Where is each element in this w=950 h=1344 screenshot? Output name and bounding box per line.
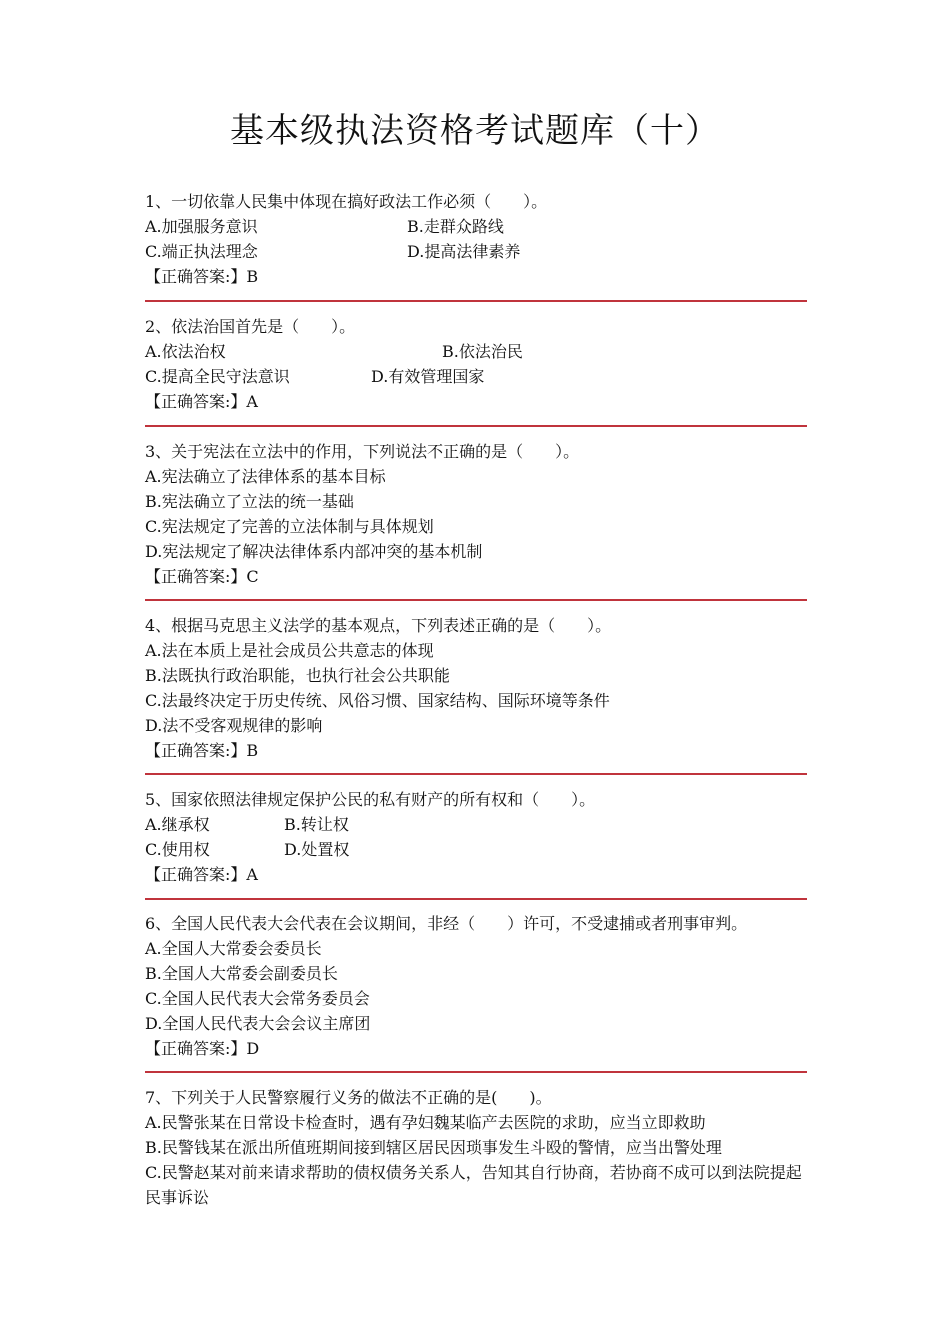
option-row: [145, 837, 815, 862]
option-b: B.依法治民: [442, 342, 523, 361]
correct-answer: 【正确答案:】A: [145, 865, 258, 884]
correct-answer: 【正确答案:】B: [145, 741, 259, 760]
divider: [145, 599, 807, 601]
option-row: [145, 214, 815, 239]
question-7: [145, 1085, 810, 1210]
option-d: D.法不受客观规律的影响: [145, 716, 323, 735]
correct-answer: 【正确答案:】C: [145, 567, 259, 586]
question-4: [145, 613, 815, 763]
option-a: A.宪法确立了法律体系的基本目标: [145, 467, 386, 486]
correct-answer: 【正确答案:】D: [145, 1039, 260, 1058]
divider: [145, 425, 807, 427]
option-c: C.提高全民守法意识: [145, 367, 290, 386]
option-b: B.法既执行政治职能，也执行社会公共职能: [145, 666, 450, 685]
option-c: C.法最终决定于历史传统、风俗习惯、国家结构、国际环境等条件: [145, 691, 610, 710]
option-c: C.端正执法理念: [145, 242, 258, 261]
option-c: C.宪法规定了完善的立法体制与具体规划: [145, 517, 434, 536]
option-b: B.走群众路线: [407, 217, 504, 236]
option-c: C.民警赵某对前来请求帮助的债权债务关系人，告知其自行协商，若协商不成可以到法院提起民事诉讼: [145, 1163, 802, 1207]
option-b: B.全国人大常委会副委员长: [145, 964, 338, 983]
question-stem: 6、全国人民代表大会代表在会议期间，非经（ ）许可，不受逮捕或者刑事审判。: [145, 914, 748, 933]
option-d: D.有效管理国家: [371, 367, 485, 386]
question-3: [145, 439, 815, 589]
option-a: A.依法治权: [145, 342, 226, 361]
question-stem: 4、根据马克思主义法学的基本观点，下列表述正确的是（ ）。: [145, 616, 612, 635]
option-d: D.宪法规定了解决法律体系内部冲突的基本机制: [145, 542, 483, 561]
option-b: B.转让权: [284, 815, 349, 834]
option-c: C.使用权: [145, 840, 210, 859]
correct-answer: 【正确答案:】A: [145, 392, 258, 411]
question-1: [145, 189, 815, 289]
option-d: D.全国人民代表大会会议主席团: [145, 1014, 371, 1033]
page-title: 基本级执法资格考试题库（十）: [230, 111, 720, 151]
divider: [145, 898, 807, 900]
question-stem: 5、国家依照法律规定保护公民的私有财产的所有权和（ ）。: [145, 790, 596, 809]
option-a: A.法在本质上是社会成员公共意志的体现: [145, 641, 434, 660]
question-stem: 7、下列关于人民警察履行义务的做法不正确的是( )。: [145, 1088, 552, 1107]
option-row: [145, 339, 815, 364]
option-a: A.民警张某在日常设卡检查时，遇有孕妇魏某临产去医院的求助，应当立即救助: [145, 1113, 706, 1132]
question-stem: 1、一切依靠人民集中体现在搞好政法工作必须（ ）。: [145, 192, 548, 211]
option-row: [145, 364, 815, 389]
divider: [145, 1071, 807, 1073]
question-5: [145, 787, 815, 887]
question-6: [145, 911, 815, 1061]
option-b: B.宪法确立了立法的统一基础: [145, 492, 354, 511]
option-b: B.民警钱某在派出所值班期间接到辖区居民因琐事发生斗殴的警情，应当出警处理: [145, 1138, 722, 1157]
option-a: A.全国人大常委会委员长: [145, 939, 322, 958]
question-2: [145, 314, 815, 414]
option-d: D.提高法律素养: [407, 242, 521, 261]
question-stem: 2、依法治国首先是（ ）。: [145, 317, 356, 336]
option-a: A.加强服务意识: [145, 217, 258, 236]
option-d: D.处置权: [284, 840, 350, 859]
correct-answer: 【正确答案:】B: [145, 267, 259, 286]
option-a: A.继承权: [145, 815, 210, 834]
divider: [145, 300, 807, 302]
question-stem: 3、关于宪法在立法中的作用，下列说法不正确的是（ ）。: [145, 442, 580, 461]
option-row: [145, 812, 815, 837]
divider: [145, 773, 807, 775]
option-row: [145, 239, 815, 264]
option-c: C.全国人民代表大会常务委员会: [145, 989, 370, 1008]
